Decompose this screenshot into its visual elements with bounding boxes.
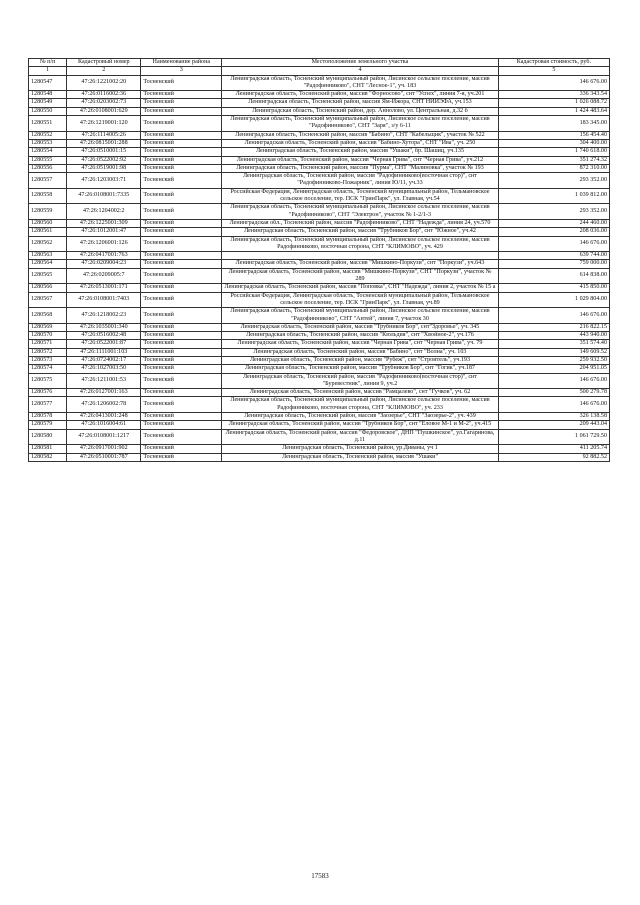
row-number-cell: 1280568 bbox=[29, 308, 67, 324]
district-name-cell: Тосненский bbox=[141, 284, 222, 292]
column-number-row bbox=[29, 67, 610, 75]
district-name-cell: Тосненский bbox=[141, 116, 222, 132]
cadastral-number-cell: 47:26:1035001:340 bbox=[67, 323, 141, 331]
table-header-row bbox=[29, 59, 610, 67]
district-name-cell: Тосненский bbox=[141, 365, 222, 373]
row-number-cell: 1280558 bbox=[29, 188, 67, 204]
table-row bbox=[29, 252, 610, 260]
row-number-cell: 1280569 bbox=[29, 323, 67, 331]
cadastral-number-cell: 47:26:1218002:23 bbox=[67, 308, 141, 324]
cadastral-number-cell: 47:26:0203002:73 bbox=[67, 99, 141, 107]
table-row bbox=[29, 348, 610, 356]
row-number-cell: 1280563 bbox=[29, 252, 67, 260]
cadastral-number-cell: 47:26:1211001:53 bbox=[67, 373, 141, 389]
table-row bbox=[29, 148, 610, 156]
cadastral-value-cell: 204 951.05 bbox=[498, 365, 609, 373]
table-body bbox=[29, 75, 610, 461]
cadastral-value-cell: 156 454.40 bbox=[498, 131, 609, 139]
row-number-cell: 1280556 bbox=[29, 164, 67, 172]
cadastral-number-cell: 47:26:0513001:171 bbox=[67, 284, 141, 292]
header-cadastral-number: Кадастровый номер bbox=[67, 59, 141, 67]
table-row bbox=[29, 340, 610, 348]
row-number-cell: 1280576 bbox=[29, 389, 67, 397]
table-row bbox=[29, 373, 610, 389]
cadastral-number-cell: 47:26:0108001:7403 bbox=[67, 292, 141, 308]
cadastral-value-cell: 500 279.78 bbox=[498, 389, 609, 397]
cadastral-value-cell: 614 838.00 bbox=[498, 268, 609, 284]
table-row bbox=[29, 421, 610, 429]
district-name-cell: Тосненский bbox=[141, 445, 222, 453]
row-number-cell: 1280547 bbox=[29, 75, 67, 91]
column-number: 3 bbox=[141, 67, 222, 75]
district-name-cell: Тосненский bbox=[141, 356, 222, 364]
district-name-cell: Тосненский bbox=[141, 429, 222, 445]
district-name-cell: Тосненский bbox=[141, 164, 222, 172]
table-row bbox=[29, 389, 610, 397]
cadastral-value-cell: 92 882.52 bbox=[498, 453, 609, 461]
table-row bbox=[29, 453, 610, 461]
district-name-cell: Тосненский bbox=[141, 397, 222, 413]
cadastral-value-cell: 872 310.00 bbox=[498, 164, 609, 172]
location-cell: Ленинградская область, Тосненский район, массив "Мишкино-Поркузи", СНТ "Поркузи", участок № 289 bbox=[222, 268, 498, 284]
location-cell: Ленинградская область, Тосненский муниципальный район, Лисинское сельское поселение, массив "Радофинниково", СНТ "Заря", з/у 6-11 bbox=[222, 116, 498, 132]
table-row bbox=[29, 284, 610, 292]
table-row bbox=[29, 413, 610, 421]
cadastral-value-cell: 304 400.00 bbox=[498, 139, 609, 147]
cadastral-value-cell: 443 940.00 bbox=[498, 332, 609, 340]
row-number-cell: 1280552 bbox=[29, 131, 67, 139]
row-number-cell: 1280553 bbox=[29, 139, 67, 147]
table-row bbox=[29, 75, 610, 91]
table-row bbox=[29, 445, 610, 453]
location-cell: Ленинградская область, Тосненский муниципальный район, Лисинское сельское поселение, массив Радофинниково, восточная сторона, СНТ "КЛИМОВО", уч. 233 bbox=[222, 397, 498, 413]
row-number-cell: 1280560 bbox=[29, 219, 67, 227]
cadastral-number-cell: 47:26:0116002:36 bbox=[67, 91, 141, 99]
cadastral-value-cell: 146 676.00 bbox=[498, 397, 609, 413]
location-cell: Ленинградская обл., Тосненский район, массив "Радофинниково", СНТ "Надежда", линия 24, уч.570 bbox=[222, 219, 498, 227]
row-number-cell: 1280562 bbox=[29, 236, 67, 252]
district-name-cell: Тосненский bbox=[141, 373, 222, 389]
location-cell: Ленинградская область, Тосненский район, массив "Бабино-Хутора", СНТ "Ива", уч. 250 bbox=[222, 139, 498, 147]
cadastral-number-cell: 47:26:0516002:48 bbox=[67, 332, 141, 340]
district-name-cell: Тосненский bbox=[141, 139, 222, 147]
cadastral-value-cell: 146 676.00 bbox=[498, 308, 609, 324]
cadastral-number-cell: 47:26:1027003:50 bbox=[67, 365, 141, 373]
district-name-cell: Тосненский bbox=[141, 173, 222, 189]
location-cell: Ленинградская область, Тосненский район, массив "Ушаки" bbox=[222, 453, 498, 461]
cadastral-number-cell: 47:26:1206001:126 bbox=[67, 236, 141, 252]
row-number-cell: 1280581 bbox=[29, 445, 67, 453]
district-name-cell: Тосненский bbox=[141, 188, 222, 204]
district-name-cell: Тосненский bbox=[141, 308, 222, 324]
cadastral-number-cell: 47:26:1225001:309 bbox=[67, 219, 141, 227]
district-name-cell: Тосненский bbox=[141, 252, 222, 260]
cadastral-number-cell: 47:26:0519001:98 bbox=[67, 164, 141, 172]
column-number: 5 bbox=[498, 67, 609, 75]
location-cell: Ленинградская область, Тосненский район, массив "Ушаки", бр. Шашиц, уч.135 bbox=[222, 148, 498, 156]
table-row bbox=[29, 429, 610, 445]
cadastral-number-cell: 47:26:1012001:47 bbox=[67, 228, 141, 236]
district-name-cell: Тосненский bbox=[141, 219, 222, 227]
cadastral-number-cell: 47:26:0108001:1217 bbox=[67, 429, 141, 445]
cadastral-number-cell: 47:26:0108001:629 bbox=[67, 107, 141, 115]
column-number: 4 bbox=[222, 67, 498, 75]
row-number-cell: 1280571 bbox=[29, 340, 67, 348]
cadastral-value-cell: 293 352.00 bbox=[498, 173, 609, 189]
cadastral-value-cell: 415 850.00 bbox=[498, 284, 609, 292]
table-row bbox=[29, 107, 610, 115]
cadastral-number-cell: 47:26:0815001:288 bbox=[67, 139, 141, 147]
district-name-cell: Тосненский bbox=[141, 348, 222, 356]
table-row bbox=[29, 116, 610, 132]
column-number: 2 bbox=[67, 67, 141, 75]
table-row bbox=[29, 323, 610, 331]
cadastral-number-cell: 47:26:1206002:78 bbox=[67, 397, 141, 413]
cadastral-value-cell: 1 061 729.50 bbox=[498, 429, 609, 445]
district-name-cell: Тосненский bbox=[141, 75, 222, 91]
header-location: Местоположение земельного участка bbox=[222, 59, 498, 67]
cadastral-number-cell: 47:26:0522001:87 bbox=[67, 340, 141, 348]
location-cell: Российская Федерация, Ленинградская область, Тосненский муниципальный район, Тельмановское сельское поселение, тер. ПСК "ГринПарк", ул. Главная, уч.89 bbox=[222, 292, 498, 308]
table-row bbox=[29, 164, 610, 172]
district-name-cell: Тосненский bbox=[141, 204, 222, 220]
location-cell: Ленинградская область, Тосненский район, массив "Заозерье", СНТ "Заозерье-2", уч. 439 bbox=[222, 413, 498, 421]
cadastral-number-cell: 47:26:1203003:71 bbox=[67, 173, 141, 189]
cadastral-number-cell: 47:26:0917001:902 bbox=[67, 445, 141, 453]
cadastral-number-cell: 47:26:0108001:7335 bbox=[67, 188, 141, 204]
location-cell: Ленинградская область, Тосненский район, массив "Трубников Бор", снт"Здоровье", уч. 345 bbox=[222, 323, 498, 331]
table-row bbox=[29, 268, 610, 284]
cadastral-number-cell: 47:26:1204002:2 bbox=[67, 204, 141, 220]
district-name-cell: Тосненский bbox=[141, 453, 222, 461]
district-name-cell: Тосненский bbox=[141, 389, 222, 397]
location-cell: Ленинградская область, Тосненский район, дер. Аннолово, ул. Центральная, д.32 б bbox=[222, 107, 498, 115]
row-number-cell: 1280570 bbox=[29, 332, 67, 340]
cadastral-value-cell: 146 676.00 bbox=[498, 236, 609, 252]
table-row bbox=[29, 356, 610, 364]
location-cell: Ленинградская область, Тосненский район, массив "Рубеж", снт "Строитель", уч.193 bbox=[222, 356, 498, 364]
row-number-cell: 1280559 bbox=[29, 204, 67, 220]
cadastral-value-cell: 259 932.50 bbox=[498, 356, 609, 364]
cadastral-value-cell: 208 036.00 bbox=[498, 228, 609, 236]
cadastral-value-cell: 639 744.00 bbox=[498, 252, 609, 260]
location-cell: Ленинградская область, Тосненский район, массив "Трубников Бор", снт "Еловое М-1 и М-2", уч.415 bbox=[222, 421, 498, 429]
cadastral-value-table bbox=[28, 58, 610, 462]
location-cell: Ленинградская область, Тосненский муниципальный район, Лисинское сельское поселение, массив "Радофинниково", СНТ "Лесное-1", уч. 183 bbox=[222, 75, 498, 91]
cadastral-value-cell: 326 138.58 bbox=[498, 413, 609, 421]
location-cell: Ленинградская область, Тосненский муниципальный район, Лисинское сельское поселение, массив Радофинниково, восточная сторона, СНТ "КЛИМОВО", уч. 429 bbox=[222, 236, 498, 252]
row-number-cell: 1280565 bbox=[29, 268, 67, 284]
row-number-cell: 1280550 bbox=[29, 107, 67, 115]
cadastral-value-cell: 336 343.54 bbox=[498, 91, 609, 99]
cadastral-number-cell: 47:26:0209004:23 bbox=[67, 260, 141, 268]
cadastral-value-cell: 244 460.00 bbox=[498, 219, 609, 227]
location-cell: Ленинградская область, Тосненский район, массив "Черная Грива", снт "Черная Грива", уч.212 bbox=[222, 156, 498, 164]
table-row bbox=[29, 91, 610, 99]
row-number-cell: 1280572 bbox=[29, 348, 67, 356]
location-cell: Ленинградская область, Тосненский район, массив "Пурма", СНТ "Малиновка", участок № 193 bbox=[222, 164, 498, 172]
row-number-cell: 1280574 bbox=[29, 365, 67, 373]
cadastral-number-cell: 47:26:1111001:103 bbox=[67, 348, 141, 356]
table-row bbox=[29, 156, 610, 164]
table-row bbox=[29, 131, 610, 139]
district-name-cell: Тосненский bbox=[141, 340, 222, 348]
location-cell: Ленинградская область, Тосненский район, ур.Диваны, уч 1 bbox=[222, 445, 498, 453]
location-cell: Ленинградская область, Тосненский район, массив "Рамцалево", снт "Гучков", уч. 62 bbox=[222, 389, 498, 397]
cadastral-value-cell: 146 676.00 bbox=[498, 75, 609, 91]
cadastral-value-cell: 209 443.04 bbox=[498, 421, 609, 429]
district-name-cell: Тосненский bbox=[141, 413, 222, 421]
district-name-cell: Тосненский bbox=[141, 236, 222, 252]
cadastral-number-cell: 47:26:1016004:61 bbox=[67, 421, 141, 429]
table-row bbox=[29, 332, 610, 340]
row-number-cell: 1280579 bbox=[29, 421, 67, 429]
cadastral-value-cell: 1 026 088.72 bbox=[498, 99, 609, 107]
row-number-cell: 1280564 bbox=[29, 260, 67, 268]
row-number-cell: 1280561 bbox=[29, 228, 67, 236]
cadastral-number-cell: 47:26:0417001:763 bbox=[67, 252, 141, 260]
location-cell: Ленинградская область, Тосненский район, массив "Трубников Бор", снт "Южное", уч.42 bbox=[222, 228, 498, 236]
cadastral-number-cell: 47:26:0413001:248 bbox=[67, 413, 141, 421]
cadastral-value-cell: 1 039 812.00 bbox=[498, 188, 609, 204]
cadastral-number-cell: 47:26:0724002:17 bbox=[67, 356, 141, 364]
table-row bbox=[29, 188, 610, 204]
cadastral-value-cell: 351 274.32 bbox=[498, 156, 609, 164]
cadastral-number-cell: 47:26:1221002:20 bbox=[67, 75, 141, 91]
row-number-cell: 1280573 bbox=[29, 356, 67, 364]
table-row bbox=[29, 219, 610, 227]
location-cell: Ленинградская область, Тосненский район, массив "Поповка", СНТ "Надежда", линия 2, участок № 15 а bbox=[222, 284, 498, 292]
location-cell: Ленинградская область, Тосненский муниципальный район, Лисинское сельское поселение, массив "Радофинниково", СНТ "Антей", линия 7, участок 30 bbox=[222, 308, 498, 324]
district-name-cell: Тосненский bbox=[141, 148, 222, 156]
cadastral-number-cell: 47:26:0522002:92 bbox=[67, 156, 141, 164]
district-name-cell: Тосненский bbox=[141, 260, 222, 268]
location-cell: Российская Федерация, Ленинградская область, Тосненский муниципальный район, Тельмановское сельское поселение, тер. ПСК "ГринПарк", ул. Главная, уч.54 bbox=[222, 188, 498, 204]
district-name-cell: Тосненский bbox=[141, 292, 222, 308]
row-number-cell: 1280555 bbox=[29, 156, 67, 164]
cadastral-value-cell: 216 822.15 bbox=[498, 323, 609, 331]
row-number-cell: 1280557 bbox=[29, 173, 67, 189]
district-name-cell: Тосненский bbox=[141, 131, 222, 139]
table-row bbox=[29, 260, 610, 268]
header-cadastral-value: Кадастровая стоимость, руб. bbox=[498, 59, 609, 67]
cadastral-value-cell: 1 424 483.64 bbox=[498, 107, 609, 115]
table-row bbox=[29, 228, 610, 236]
column-number: 1 bbox=[29, 67, 67, 75]
table-row bbox=[29, 204, 610, 220]
district-name-cell: Тосненский bbox=[141, 421, 222, 429]
location-cell: Ленинградская область, Тосненский район, массив "Бабино", снт "Волна", уч. 103 bbox=[222, 348, 498, 356]
header-row-number: № п/п bbox=[29, 59, 67, 67]
district-name-cell: Тосненский bbox=[141, 268, 222, 284]
cadastral-number-cell: 47:26:0209005:7 bbox=[67, 268, 141, 284]
header-district-name: Наименование района bbox=[141, 59, 222, 67]
location-cell: Ленинградская область, Тосненский район, массив "Кюльдия", снт "Хвойное-2", уч.176 bbox=[222, 332, 498, 340]
cadastral-value-cell: 149 609.52 bbox=[498, 348, 609, 356]
cadastral-number-cell: 47:26:0510001:15 bbox=[67, 148, 141, 156]
cadastral-number-cell: 47:26:0510001:787 bbox=[67, 453, 141, 461]
table-row bbox=[29, 173, 610, 189]
location-cell bbox=[222, 252, 498, 260]
location-cell: Ленинградская область, Тосненский муниципальный район, Лисинское сельское поселение, массив "Радофинниково", СНТ "Электрон", участок № 1-2/1-3 bbox=[222, 204, 498, 220]
table-row bbox=[29, 99, 610, 107]
cadastral-value-cell: 351 574.40 bbox=[498, 340, 609, 348]
district-name-cell: Тосненский bbox=[141, 107, 222, 115]
cadastral-number-cell: 47:26:0127001:163 bbox=[67, 389, 141, 397]
location-cell: Ленинградская область, Тосненский район, массив "Федоровское", ДНП "Пушкинское", ул.Гагаринова, д.11 bbox=[222, 429, 498, 445]
district-name-cell: Тосненский bbox=[141, 91, 222, 99]
district-name-cell: Тосненский bbox=[141, 332, 222, 340]
row-number-cell: 1280567 bbox=[29, 292, 67, 308]
location-cell: Ленинградская область, Тосненский район, массив "Форносово", снт "Успех", линия 7-я, уч.201 bbox=[222, 91, 498, 99]
row-number-cell: 1280580 bbox=[29, 429, 67, 445]
location-cell: Ленинградская область, Тосненский район, массив "Бабино", СНТ "Кабельщик", участок № 522 bbox=[222, 131, 498, 139]
page-number: 17583 bbox=[311, 872, 329, 880]
row-number-cell: 1280582 bbox=[29, 453, 67, 461]
table-row bbox=[29, 139, 610, 147]
row-number-cell: 1280549 bbox=[29, 99, 67, 107]
district-name-cell: Тосненский bbox=[141, 156, 222, 164]
cadastral-value-cell: 293 352.00 bbox=[498, 204, 609, 220]
cadastral-value-cell: 1 740 618.00 bbox=[498, 148, 609, 156]
district-name-cell: Тосненский bbox=[141, 228, 222, 236]
location-cell: Ленинградская область, Тосненский район, массив "Черная Грива", снт "Черная Грива", уч. 79 bbox=[222, 340, 498, 348]
location-cell: Ленинградская область, Тосненский район, массив "Радофинниково(восточная стор)", снт "Буревестник", линия 9, уч.2 bbox=[222, 373, 498, 389]
table-row bbox=[29, 236, 610, 252]
district-name-cell: Тосненский bbox=[141, 323, 222, 331]
cadastral-number-cell: 47:26:1114005:26 bbox=[67, 131, 141, 139]
table-row bbox=[29, 397, 610, 413]
row-number-cell: 1280548 bbox=[29, 91, 67, 99]
cadastral-number-cell: 47:26:1219001:120 bbox=[67, 116, 141, 132]
table-row bbox=[29, 365, 610, 373]
row-number-cell: 1280577 bbox=[29, 397, 67, 413]
table-row bbox=[29, 292, 610, 308]
cadastral-value-cell: 411 205.74 bbox=[498, 445, 609, 453]
location-cell: Ленинградская область, Тосненский район, массив Ям-Ижора, СНТ НИИЭФА, уч.153 bbox=[222, 99, 498, 107]
row-number-cell: 1280578 bbox=[29, 413, 67, 421]
cadastral-value-cell: 183 345.00 bbox=[498, 116, 609, 132]
cadastral-value-cell: 1 029 804.00 bbox=[498, 292, 609, 308]
location-cell: Ленинградская область, Тосненский район, массив "Мишкино-Поркузи", снт "Поркузи", уч.643 bbox=[222, 260, 498, 268]
location-cell: Ленинградская область, Тосненский район, массив "Трубников Бор", снт "Гогик", уч.187 bbox=[222, 365, 498, 373]
row-number-cell: 1280554 bbox=[29, 148, 67, 156]
cadastral-value-cell: 759 000.00 bbox=[498, 260, 609, 268]
row-number-cell: 1280551 bbox=[29, 116, 67, 132]
cadastral-value-cell: 146 676.00 bbox=[498, 373, 609, 389]
district-name-cell: Тосненский bbox=[141, 99, 222, 107]
location-cell: Ленинградская область, Тосненский район, массив "Радофинниково(восточная стор)", снт "Радофинниково-Пожарник", линия Ю/11, уч.33 bbox=[222, 173, 498, 189]
row-number-cell: 1280575 bbox=[29, 373, 67, 389]
row-number-cell: 1280566 bbox=[29, 284, 67, 292]
table-row bbox=[29, 308, 610, 324]
